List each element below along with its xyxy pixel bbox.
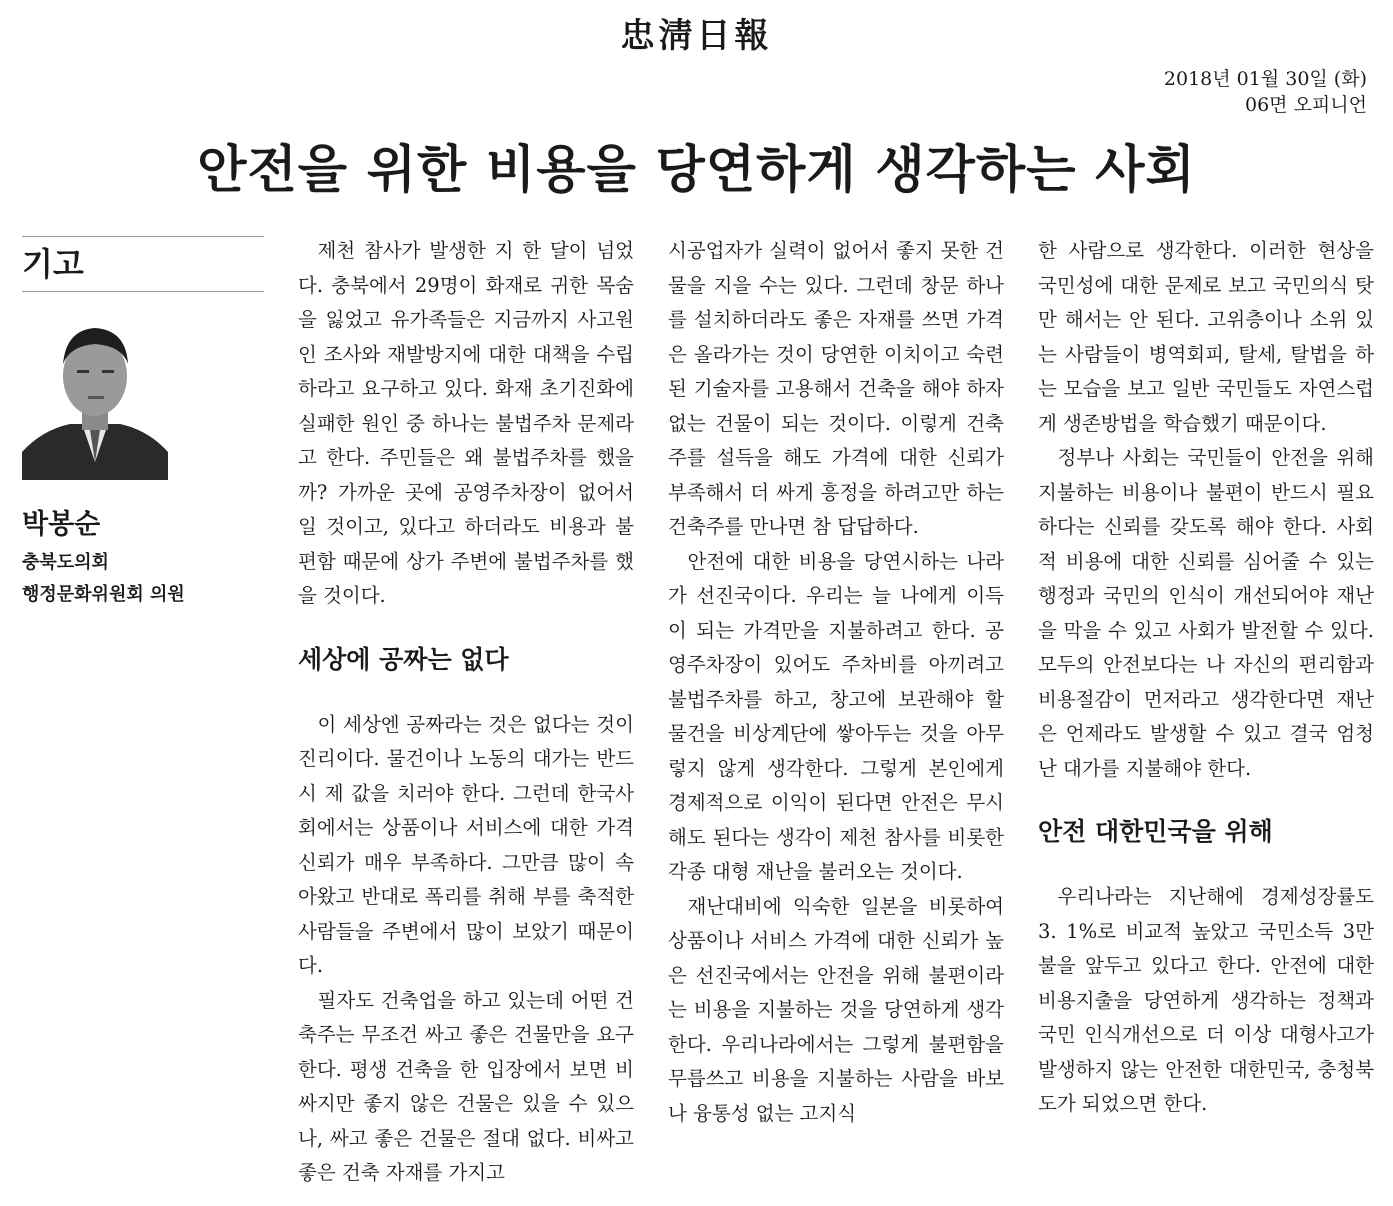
affiliation-council: 충북도의회: [22, 552, 109, 573]
divider: [22, 291, 264, 292]
subheading: 안전 대한민국을 위해: [1038, 817, 1273, 846]
article-column-1: [298, 234, 634, 1191]
paragraph: 필자도 건축업을 하고 있는데 어떤 건축주는 무조건 싸고 좋은 건물만을 요구한다. 평생 건축을 한 입장에서 보면 비싸지만 좋지 않은 건물은 있을 수 있으나, 싸고 좋은 건물은 절대 없다. 비싸고 좋은 건축 자재를 가지고: [298, 988, 634, 1184]
paragraph: 안전에 대한 비용을 당연시하는 나라가 선진국이다. 우리는 늘 나에게 이득이 되는 가격만을 지불하려고 한다. 공영주차장이 있어도 주차비를 아끼려고 불법주차를 하고, 창고에 보관해야 할 물건을 비상계단에 쌓아두는 것을 아무렇지 않게 생각한다. 그렇게 본인에게 경제적으로 이익이 된다면 안전은 무시해도 된다는 생각이 제천 참사를 비롯한 각종 대형 재난을 불러오는 것이다.: [668, 549, 1004, 883]
affiliation-committee: 행정문화위원회 의원: [22, 584, 185, 605]
newspaper-masthead: 忠淸日報: [620, 16, 773, 56]
author-photo: [22, 312, 168, 480]
paragraph: 재난대비에 익숙한 일본을 비롯하여 상품이나 서비스 가격에 대한 신뢰가 높은 선진국에서는 안전을 위해 불편이라는 비용을 지불하는 것을 당연하게 생각한다. 우리나라에서는 그렇게 불편함을 무릅쓰고 비용을 지불하는 사람을 바보나 융통성 없는 고지식: [668, 894, 1004, 1125]
page-section: 06면 오피니언: [1245, 94, 1367, 116]
section-label: 기고: [22, 245, 84, 283]
paragraph: 정부나 사회는 국민들이 안전을 위해 지불하는 비용이나 불편이 반드시 필요하다는 신뢰를 갖도록 해야 한다. 사회적 비용에 대한 신뢰를 심어줄 수 있는 행정과 국민의 인식이 개선되어야 재난을 막을 수 있고 사회가 발전할 수 있다. 모두의 안전보다는 나 자신의 편리함과 비용절감이 먼저라고 생각한다면 재난은 언제라도 발생할 수 있고 결국 엄청난 대가를 지불해야 한다.: [1038, 446, 1374, 780]
paragraph: 제천 참사가 발생한 지 한 달이 넘었다. 충북에서 29명이 화재로 귀한 목숨을 잃었고 유가족들은 지금까지 사고원인 조사와 재발방지에 대한 대책을 수립하라고 요구하고 있다. 화재 초기진화에 실패한 원인 중 하나는 불법주차 문제라고 한다. 주민들은 왜 불법주차를 했을까? 가까운 곳에 공영주차장이 없어서일 것이고, 있다고 하더라도 비용과 불편함 때문에 상가 주변에 불법주차를 했을 것이다.: [298, 239, 634, 607]
author-name: 박봉순: [22, 509, 101, 540]
paragraph: 우리나라는 지난해에 경제성장률도 3. 1%로 비교적 높았고 국민소득 3만 불을 앞두고 있다고 한다. 안전에 대한 비용지출을 당연하게 생각하는 정책과 국민 인식개선으로 더 이상 대형사고가 발생하지 않는 안전한 대한민국, 충청북도가 되었으면 한다.: [1038, 885, 1374, 1115]
dateline: [1164, 66, 1367, 118]
subheading: 세상에 공짜는 없다: [298, 644, 509, 674]
author-sidebar: [22, 236, 264, 611]
paragraph: 이 세상엔 공짜라는 것은 없다는 것이 진리이다. 물건이나 노동의 대가는 반드시 제 값을 치러야 한다. 그런데 한국사회에서는 상품이나 서비스에 대한 가격신뢰가 매우 부족하다. 그만큼 많이 속아왔고 반대로 폭리를 취해 부를 축적한 사람들을 주변에서 많이 보았기 때문이다.: [298, 712, 634, 977]
author-affiliation: [22, 547, 264, 611]
article-column-3: [1038, 234, 1374, 1122]
paragraph: 시공업자가 실력이 없어서 좋지 못한 건물을 지을 수는 있다. 그런데 창문 하나를 설치하더라도 좋은 자재를 쓰면 가격은 올라가는 것이 당연한 이치이고 숙련된 기술자를 고용해서 건축을 해야 하자 없는 건물이 되는 것이다. 이렇게 건축주를 설득을 해도 가격에 대한 신뢰가 부족해서 더 싸게 흥정을 하려고만 하는 건축주를 만나면 참 답답하다.: [668, 239, 1004, 538]
article-headline: 안전을 위한 비용을 당연하게 생각하는 사회: [197, 141, 1196, 200]
paragraph: 한 사람으로 생각한다. 이러한 현상을 국민성에 대한 문제로 보고 국민의식 탓만 해서는 안 된다. 고위층이나 소위 있는 사람들이 병역회피, 탈세, 탈법을 하는 모습을 보고 일반 국민들도 자연스럽게 생존방법을 학습했기 때문이다.: [1038, 239, 1374, 435]
publication-date: 2018년 01월 30일 (화): [1163, 68, 1367, 90]
article-column-2: [668, 234, 1004, 1131]
